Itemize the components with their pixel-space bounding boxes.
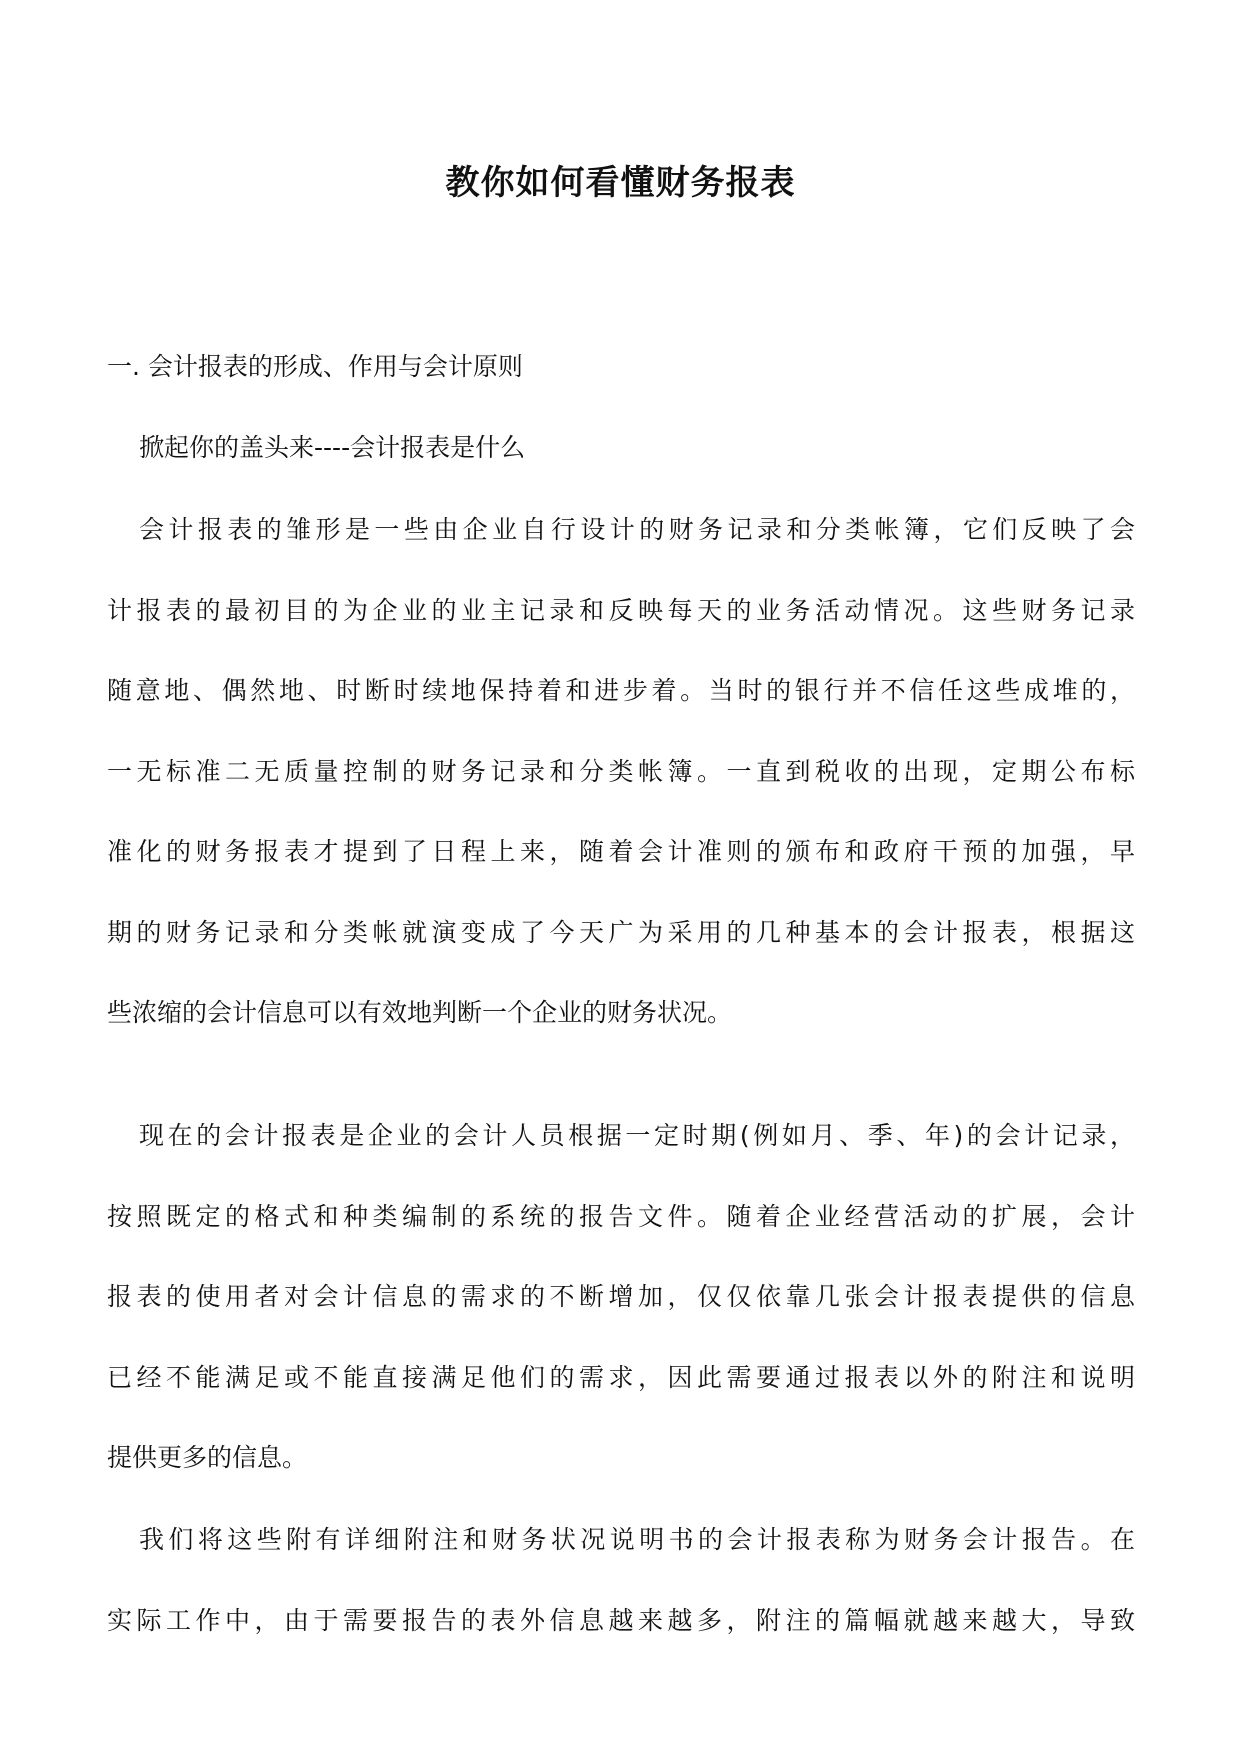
document-title: 教你如何看懂财务报表	[445, 163, 796, 203]
paragraph-line: 准化的财务报表才提到了日程上来，随着会计准则的颁布和政府干预的加强，早	[107, 837, 1135, 866]
paragraph-line: 我们将这些附有详细附注和财务状况说明书的会计报表称为财务会计报告。在	[139, 1525, 1135, 1554]
paragraph-line: 随意地、偶然地、时断时续地保持着和进步着。当时的银行并不信任这些成堆的，	[107, 676, 1135, 705]
paragraph-1	[107, 490, 1135, 1054]
paragraph-line: 一无标准二无质量控制的财务记录和分类帐簿。一直到税收的出现，定期公布标	[107, 756, 1135, 786]
paragraph-line: 些浓缩的会计信息可以有效地判断一个企业的财务状况。	[107, 998, 733, 1027]
paragraph-line: 期的财务记录和分类帐就演变成了今天广为采用的几种基本的会计报表，根据这	[107, 917, 1135, 947]
paragraph-line: 提供更多的信息。	[107, 1443, 308, 1472]
paragraph-2	[107, 1096, 1135, 1499]
paragraph-3	[107, 1500, 1135, 1661]
section-heading: 一. 会计报表的形成、作用与会计原则	[107, 352, 523, 381]
paragraph-line: 计报表的最初目的为企业的业主记录和反映每天的业务活动情况。这些财务记录	[107, 595, 1135, 625]
paragraph-line: 会计报表的雏形是一些由企业自行设计的财务记录和分类帐簿，它们反映了会	[139, 515, 1135, 544]
paragraph-line: 报表的使用者对会计信息的需求的不断增加，仅仅依靠几张会计报表提供的信息	[107, 1282, 1135, 1311]
paragraph-line: 已经不能满足或不能直接满足他们的需求，因此需要通过报表以外的附注和说明	[107, 1362, 1135, 1392]
paragraph-line: 实际工作中，由于需要报告的表外信息越来越多，附注的篇幅就越来越大，导致	[107, 1605, 1135, 1635]
sub-heading: 掀起你的盖头来----会计报表是什么	[139, 433, 526, 462]
paragraph-line: 现在的会计报表是企业的会计人员根据一定时期(例如月、季、年)的会计记录，	[139, 1121, 1135, 1150]
paragraph-line: 按照既定的格式和种类编制的系统的报告文件。随着企业经营活动的扩展，会计	[107, 1201, 1135, 1231]
